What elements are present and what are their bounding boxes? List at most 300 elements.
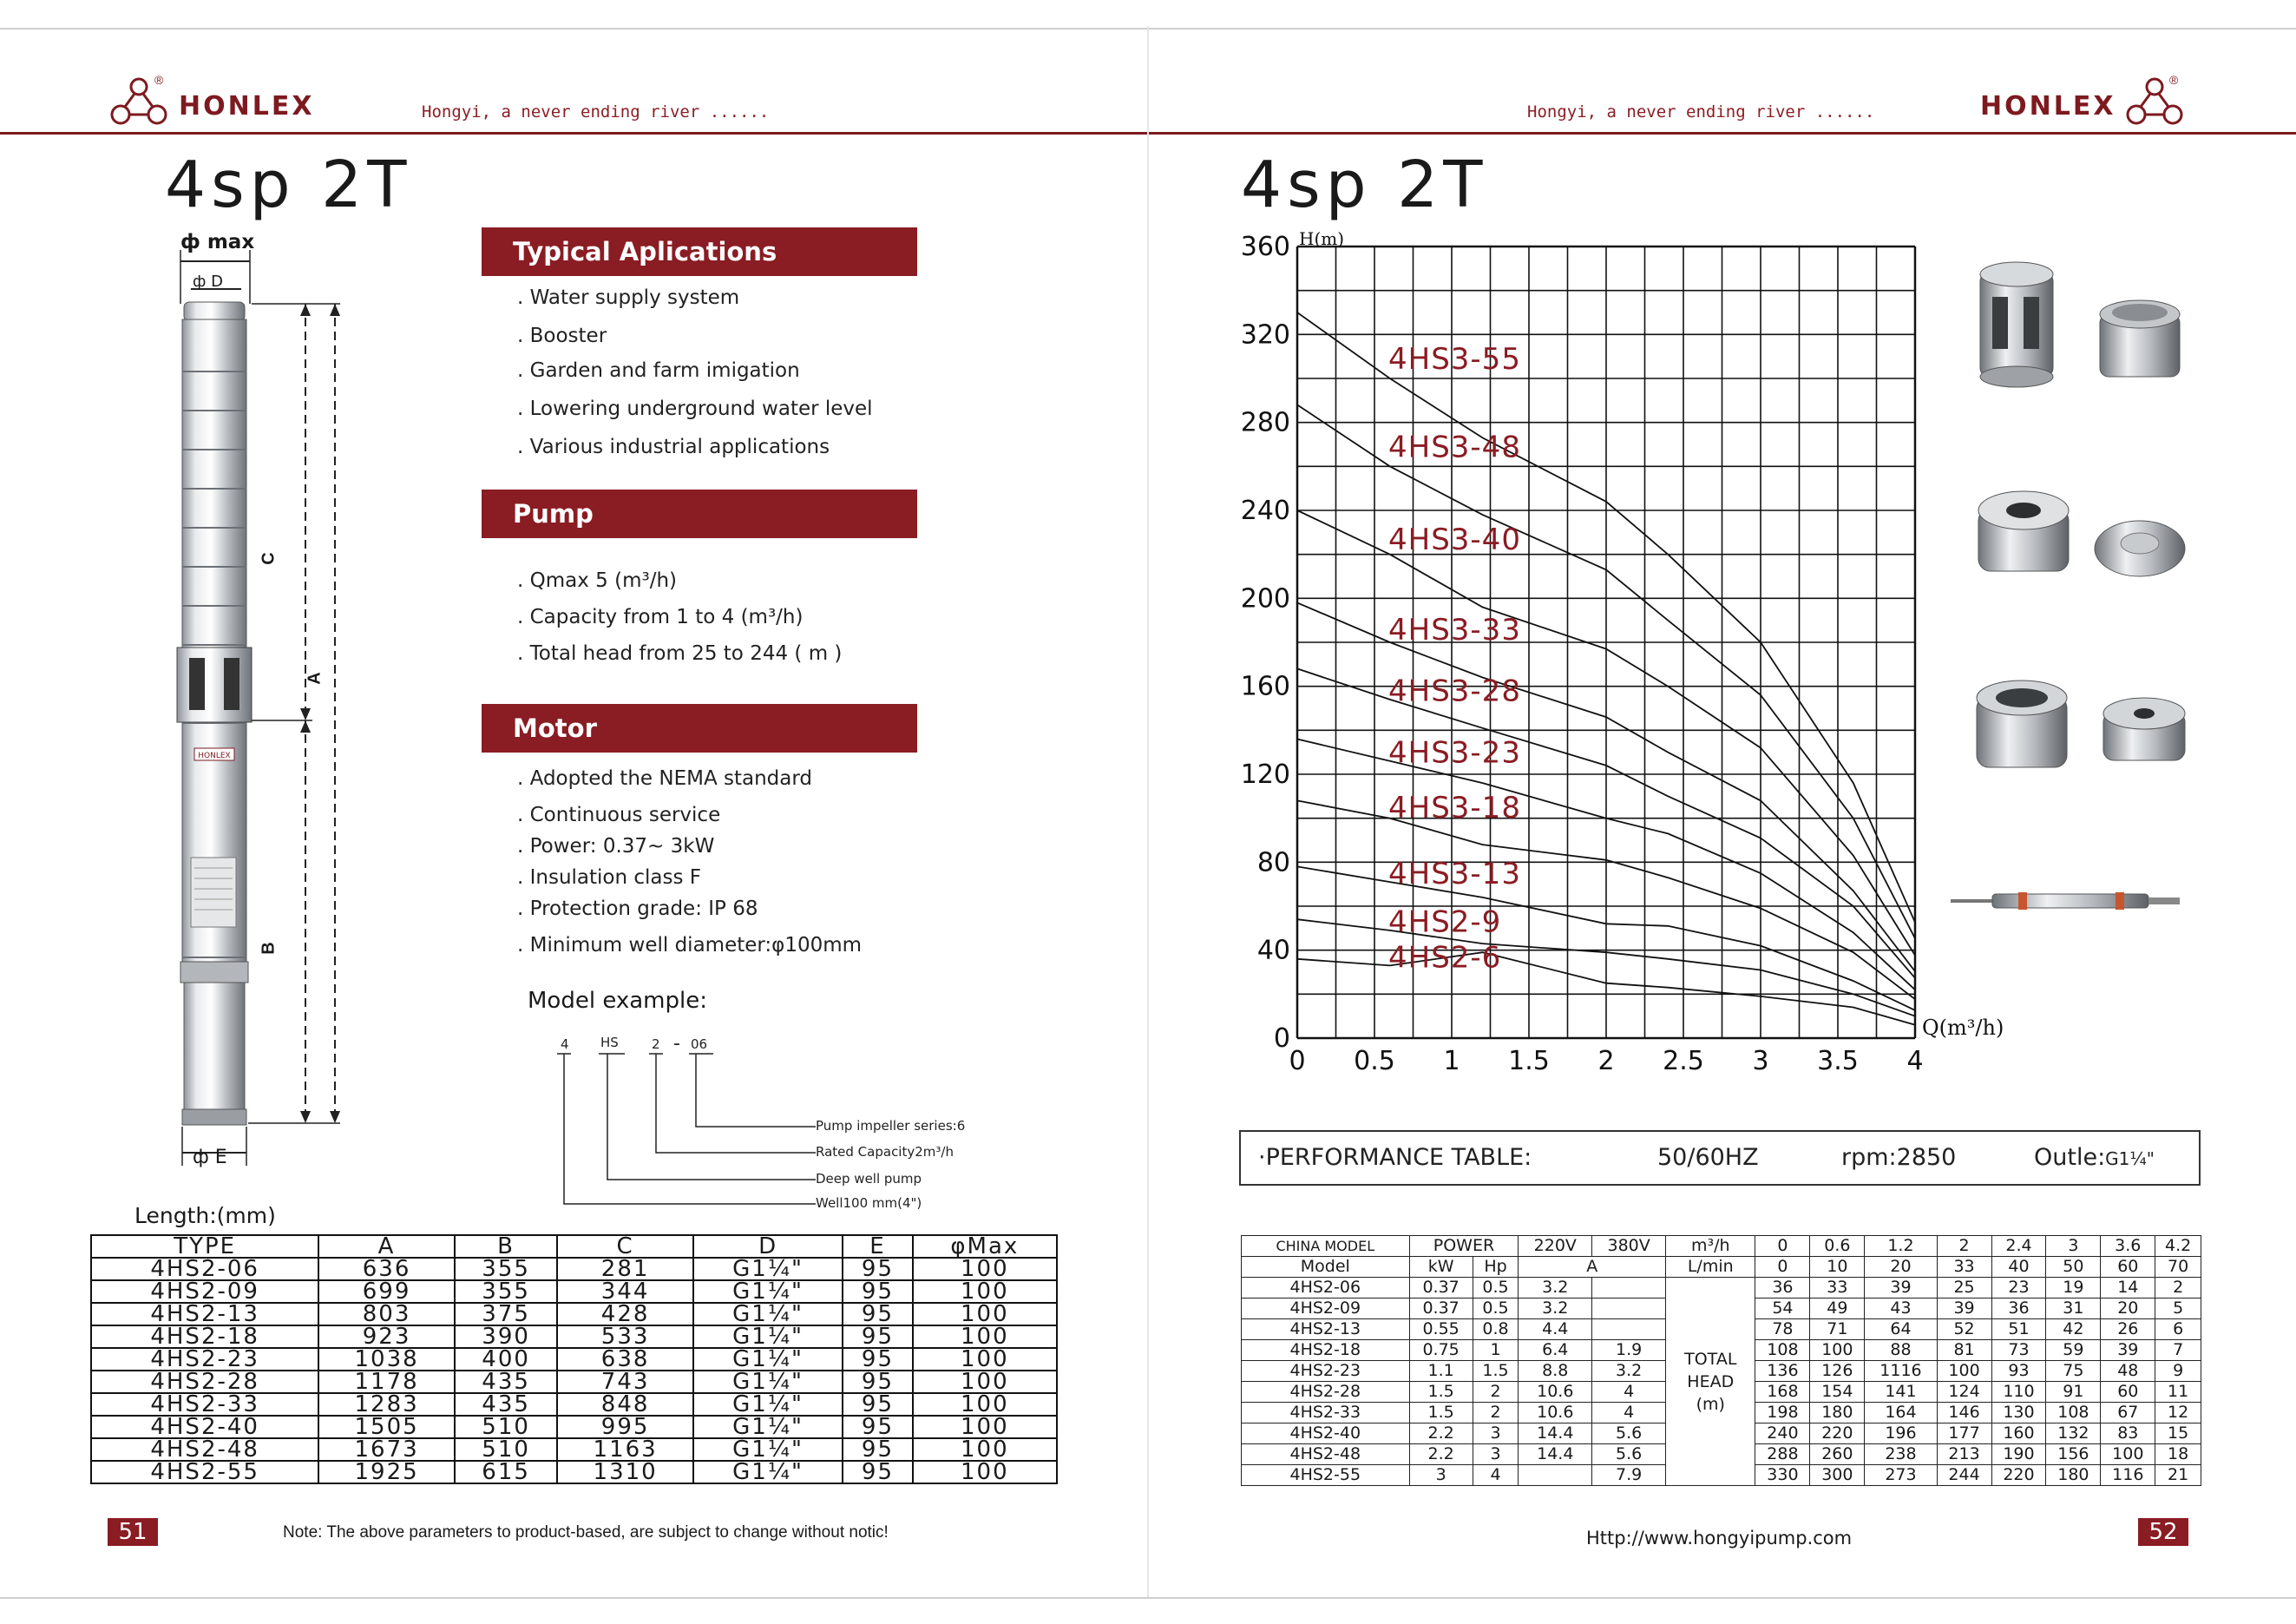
perf-head-m3h: m³/h — [1666, 1236, 1755, 1257]
dim-header-cell: C — [557, 1235, 693, 1258]
perf-head-value: 51 — [1991, 1319, 2046, 1340]
dim-cell: 355 — [455, 1280, 557, 1303]
perf-model: 4HS2-13 — [1242, 1319, 1410, 1340]
diffuser-image — [1978, 491, 2069, 571]
perf-head-value: 48 — [2101, 1361, 2155, 1382]
dimension-table — [90, 1234, 1058, 1484]
perf-model: 4HS2-28 — [1242, 1382, 1410, 1403]
perf-hp: 0.5 — [1473, 1278, 1519, 1299]
section-motor: Motor — [482, 704, 917, 753]
dim-header-cell: TYPE — [91, 1235, 318, 1258]
perf-head-380v: 380V — [1592, 1236, 1666, 1257]
dim-cell: 100 — [913, 1461, 1057, 1483]
perf-head-flow: 2.4 — [1991, 1236, 2046, 1257]
dim-cell: G1¼" — [693, 1393, 843, 1416]
perf-head-value: 190 — [1991, 1444, 2046, 1465]
dim-cell: 615 — [455, 1461, 557, 1483]
app-item: . Booster — [517, 325, 607, 347]
dim-a-label: A — [305, 672, 325, 685]
perf-head-value: 196 — [1865, 1423, 1937, 1444]
perf-kw: 1.5 — [1409, 1382, 1473, 1403]
dim-cell: 95 — [843, 1280, 912, 1303]
dim-cell: 390 — [455, 1325, 557, 1348]
tagline-right: Hongyi, a never ending river ...... — [1527, 102, 1875, 122]
model-code-2: 2 — [652, 1036, 660, 1052]
page-title-left: 4sp 2T — [165, 148, 412, 222]
perf-head-value: 300 — [1810, 1465, 1865, 1486]
perf-head-value: 59 — [2046, 1340, 2101, 1361]
perf-head-value: 220 — [1810, 1423, 1865, 1444]
perf-head-value: 100 — [2101, 1444, 2155, 1465]
perf-head-value: 198 — [1755, 1403, 1810, 1423]
dim-cell: 100 — [913, 1438, 1057, 1461]
perf-a380 — [1592, 1278, 1666, 1299]
perf-head-220v: 220V — [1519, 1236, 1592, 1257]
perf-head-value: 130 — [1991, 1403, 2046, 1423]
curve-label: 4HS3-48 — [1388, 430, 1521, 465]
perf-kw: 1.1 — [1409, 1361, 1473, 1382]
perf-head-value: 6 — [2155, 1319, 2201, 1340]
website-url: Http://www.hongyipump.com — [1586, 1528, 1853, 1548]
disclaimer-note: Note: The above parameters to product-based, are subject to change without notic! — [283, 1523, 889, 1542]
dim-cell: G1¼" — [693, 1280, 843, 1303]
dim-header-cell: φMax — [913, 1235, 1057, 1258]
perf-head-value: 180 — [1810, 1403, 1865, 1423]
perf-head-value: 60 — [2101, 1382, 2155, 1403]
perf-kw: 0.55 — [1409, 1319, 1473, 1340]
phi-e-label: ф E — [193, 1147, 227, 1168]
registered-mark-right: ® — [2169, 73, 2179, 87]
perf-head-value: 160 — [1991, 1423, 2046, 1444]
dim-cell: 95 — [843, 1258, 912, 1280]
dim-cell: 4HS2-28 — [91, 1371, 318, 1393]
dim-cell: 100 — [913, 1416, 1057, 1438]
perf-a380: 5.6 — [1592, 1444, 1666, 1465]
curve-label: 4HS3-28 — [1388, 674, 1521, 709]
perf-head-value: 136 — [1755, 1361, 1810, 1382]
perf-head-value: 100 — [1810, 1340, 1865, 1361]
dim-header-cell: B — [455, 1235, 557, 1258]
perf-head-value: 93 — [1991, 1361, 2046, 1382]
dim-cell: 1310 — [557, 1461, 693, 1483]
dim-c-label: C — [259, 552, 279, 565]
perf-head-value: 146 — [1937, 1403, 1991, 1423]
coupling-image — [2103, 698, 2185, 760]
dim-cell: G1¼" — [693, 1461, 843, 1483]
y-tick-label: 280 — [1240, 407, 1290, 438]
app-item: . Water supply system — [517, 286, 740, 309]
perf-head-value: 154 — [1810, 1382, 1865, 1403]
perf-head-value: 244 — [1937, 1465, 1991, 1486]
perf-kw: 2.2 — [1409, 1444, 1473, 1465]
perf-a220: 8.8 — [1519, 1361, 1592, 1382]
perf-model: 4HS2-09 — [1242, 1299, 1410, 1319]
total-head-line: TOTAL — [1684, 1349, 1737, 1369]
svg-text:HONLEX: HONLEX — [198, 752, 231, 760]
dim-cell: 803 — [318, 1303, 455, 1325]
tagline: Hongyi, a never ending river ...... — [422, 102, 770, 122]
x-tick-label: 2.5 — [1663, 1046, 1704, 1076]
perf-head-value: 240 — [1755, 1423, 1810, 1444]
perf-head-value: 78 — [1755, 1319, 1810, 1340]
model-example-title: Model example: — [528, 988, 707, 1014]
dim-cell: G1¼" — [693, 1348, 843, 1371]
y-tick-label: 360 — [1240, 232, 1290, 262]
perf-banner-frequency: 50/60HZ — [1657, 1144, 1759, 1171]
dim-cell: 400 — [455, 1348, 557, 1371]
table-row — [91, 1393, 1057, 1416]
x-tick-label: 3.5 — [1817, 1046, 1859, 1076]
total-head-label — [1666, 1278, 1755, 1486]
dim-cell: G1¼" — [693, 1325, 843, 1348]
pump-item: . Capacity from 1 to 4 (m³/h) — [517, 606, 804, 628]
phi-d-label: ф D — [193, 273, 223, 291]
dim-cell: 95 — [843, 1393, 912, 1416]
perf-model: 4HS2-18 — [1242, 1340, 1410, 1361]
motor-item: . Power: 0.37~ 3kW — [517, 835, 715, 858]
perf-head-value: 1116 — [1865, 1361, 1937, 1382]
dim-header-cell: A — [318, 1235, 455, 1258]
dim-cell: 435 — [455, 1393, 557, 1416]
dim-cell: 1925 — [318, 1461, 455, 1483]
y-tick-label: 120 — [1240, 759, 1290, 790]
perf-head-value: 2 — [2155, 1278, 2201, 1299]
perf-head-value: 52 — [1937, 1319, 1991, 1340]
perf-a220: 10.6 — [1519, 1403, 1592, 1423]
dim-cell: 95 — [843, 1438, 912, 1461]
dim-cell: 638 — [557, 1348, 693, 1371]
dim-cell: 995 — [557, 1416, 693, 1438]
perf-head-value: 71 — [1810, 1319, 1865, 1340]
legend-capacity: Rated Capacity2m³/h — [816, 1144, 954, 1160]
perf-a380: 4 — [1592, 1382, 1666, 1403]
dim-cell: 743 — [557, 1371, 693, 1393]
page-gutter — [1147, 26, 1149, 1597]
perf-head-value: 73 — [1991, 1340, 2046, 1361]
motor-item: . Insulation class F — [517, 866, 702, 889]
perf-head-lmin-value: 70 — [2155, 1257, 2201, 1278]
dim-cell: 95 — [843, 1303, 912, 1325]
perf-hp: 3 — [1473, 1423, 1519, 1444]
perf-hp: 1 — [1473, 1340, 1519, 1361]
perf-head-flow: 4.2 — [2155, 1236, 2201, 1257]
perf-head-value: 124 — [1937, 1382, 1991, 1403]
brand-name: HONLEX — [179, 91, 315, 122]
perf-head-value: 31 — [2046, 1299, 2101, 1319]
perf-a220: 3.2 — [1519, 1299, 1592, 1319]
perf-head-value: 330 — [1755, 1465, 1810, 1486]
perf-a380 — [1592, 1319, 1666, 1340]
dim-cell: 923 — [318, 1325, 455, 1348]
dim-cell: 4HS2-40 — [91, 1416, 318, 1438]
table-row — [91, 1461, 1057, 1483]
perf-head-flow: 3 — [2046, 1236, 2101, 1257]
pump-dimension-drawing — [139, 233, 364, 1179]
perf-kw: 2.2 — [1409, 1423, 1473, 1444]
perf-head-flow: 3.6 — [2101, 1236, 2155, 1257]
perf-head-amp: A — [1519, 1257, 1666, 1278]
dim-cell: 4HS2-09 — [91, 1280, 318, 1303]
perf-head-value: 180 — [2046, 1465, 2101, 1486]
dim-cell: 510 — [455, 1416, 557, 1438]
dim-cell: 533 — [557, 1325, 693, 1348]
model-example-leaders — [555, 1052, 816, 1208]
dim-cell: 4HS2-33 — [91, 1393, 318, 1416]
perf-head-value: 81 — [1937, 1340, 1991, 1361]
app-item: . Various industrial applications — [517, 436, 830, 458]
perf-head-value: 213 — [1937, 1444, 1991, 1465]
curve-label: 4HS2-6 — [1388, 940, 1502, 976]
perf-a220: 6.4 — [1519, 1340, 1592, 1361]
dim-cell: G1¼" — [693, 1258, 843, 1280]
legend-deep-well: Deep well pump — [816, 1171, 922, 1187]
model-code-dash: - — [673, 1033, 680, 1055]
performance-chart — [1232, 224, 2004, 1083]
perf-head-value: 43 — [1865, 1299, 1937, 1319]
perf-a220: 4.4 — [1519, 1319, 1592, 1340]
perf-head-lmin: L/min — [1666, 1257, 1755, 1278]
perf-head-value: 156 — [2046, 1444, 2101, 1465]
dim-cell: 848 — [557, 1393, 693, 1416]
perf-head-value: 64 — [1865, 1319, 1937, 1340]
motor-item: . Protection grade: IP 68 — [517, 897, 758, 920]
perf-head-lmin-value: 20 — [1865, 1257, 1937, 1278]
perf-header-row-1 — [1242, 1236, 2201, 1257]
perf-head-flow: 1.2 — [1865, 1236, 1937, 1257]
perf-head-value: 126 — [1810, 1361, 1865, 1382]
perf-head-value: 42 — [2046, 1319, 2101, 1340]
perf-head-value: 39 — [1865, 1278, 1937, 1299]
perf-header-row-2 — [1242, 1257, 2201, 1278]
perf-model: 4HS2-33 — [1242, 1403, 1410, 1423]
dim-header-cell: D — [693, 1235, 843, 1258]
dim-cell: 1283 — [318, 1393, 455, 1416]
perf-head-value: 260 — [1810, 1444, 1865, 1465]
dim-cell: 1673 — [318, 1438, 455, 1461]
perf-head-value: 220 — [1991, 1465, 2046, 1486]
x-tick-label: 3 — [1752, 1046, 1769, 1076]
model-code-hs: HS — [600, 1035, 619, 1050]
perf-head-lmin-value: 0 — [1755, 1257, 1810, 1278]
section-pump: Pump — [482, 490, 917, 538]
shaft-image — [1951, 892, 2180, 910]
page-number-right: 52 — [2138, 1518, 2188, 1546]
model-code-06: 06 — [691, 1036, 708, 1052]
pump-item: . Total head from 25 to 244 ( m ) — [517, 642, 843, 665]
y-tick-label: 40 — [1256, 935, 1290, 966]
table-row — [91, 1416, 1057, 1438]
perf-hp: 2 — [1473, 1382, 1519, 1403]
dim-cell: 375 — [455, 1303, 557, 1325]
perf-head-value: 108 — [2046, 1403, 2101, 1423]
perf-head-value: 14 — [2101, 1278, 2155, 1299]
dim-cell: 95 — [843, 1325, 912, 1348]
perf-head-value: 33 — [1810, 1278, 1865, 1299]
dim-cell: 4HS2-23 — [91, 1348, 318, 1371]
strainer-image — [2100, 300, 2180, 377]
table-row — [91, 1348, 1057, 1371]
app-item: . Garden and farm imigation — [517, 359, 800, 382]
perf-head-value: 273 — [1865, 1465, 1937, 1486]
perf-kw: 3 — [1409, 1465, 1473, 1486]
phi-max-label: ф max — [180, 231, 255, 253]
perf-head-value: 108 — [1755, 1340, 1810, 1361]
perf-a220 — [1519, 1465, 1592, 1486]
motor-item: . Adopted the NEMA standard — [517, 767, 813, 790]
table-row — [91, 1303, 1057, 1325]
perf-head-hp: Hp — [1473, 1257, 1519, 1278]
legend-well: Well100 mm(4") — [816, 1195, 922, 1211]
dim-cell: 100 — [913, 1280, 1057, 1303]
perf-banner-label: ·PERFORMANCE TABLE: — [1258, 1144, 1532, 1171]
dim-header-cell: E — [843, 1235, 912, 1258]
perf-head-value: 21 — [2155, 1465, 2201, 1486]
perf-head-value: 177 — [1937, 1423, 1991, 1444]
perf-head-value: 238 — [1865, 1444, 1937, 1465]
perf-a220: 14.4 — [1519, 1423, 1592, 1444]
perf-head-value: 141 — [1865, 1382, 1937, 1403]
dim-cell: 281 — [557, 1258, 693, 1280]
x-tick-label: 0.5 — [1354, 1046, 1395, 1076]
dim-cell: 95 — [843, 1371, 912, 1393]
table-row — [91, 1258, 1057, 1280]
header-rule-right — [1149, 132, 2296, 135]
perf-head-flow: 0 — [1755, 1236, 1810, 1257]
x-tick-label: 4 — [1906, 1046, 1924, 1076]
perf-head-value: 100 — [1937, 1361, 1991, 1382]
section-typical-applications: Typical Aplications — [482, 227, 917, 276]
page-number-left: 51 — [108, 1518, 158, 1546]
pump-item: . Qmax 5 (m³/h) — [517, 569, 677, 592]
perf-head-value: 168 — [1755, 1382, 1810, 1403]
perf-head-value: 75 — [2046, 1361, 2101, 1382]
perf-head-value: 26 — [2101, 1319, 2155, 1340]
perf-a220: 10.6 — [1519, 1382, 1592, 1403]
perf-head-value: 23 — [1991, 1278, 2046, 1299]
perf-hp: 2 — [1473, 1403, 1519, 1423]
perf-head-lmin-value: 60 — [2101, 1257, 2155, 1278]
perf-head-value: 88 — [1865, 1340, 1937, 1361]
perf-hp: 0.5 — [1473, 1299, 1519, 1319]
dim-cell: 4HS2-06 — [91, 1258, 318, 1280]
x-axis-label: Q(m³/h) — [1922, 1016, 2004, 1040]
perf-a220: 14.4 — [1519, 1444, 1592, 1465]
impeller-image — [2095, 521, 2185, 576]
perf-head-value: 19 — [2046, 1278, 2101, 1299]
perf-model: 4HS2-06 — [1242, 1278, 1410, 1299]
perf-head-value: 15 — [2155, 1423, 2201, 1444]
total-head-line: (m) — [1696, 1394, 1725, 1414]
perf-model: 4HS2-23 — [1242, 1361, 1410, 1382]
dim-cell: 355 — [455, 1258, 557, 1280]
perf-head-value: 132 — [2046, 1423, 2101, 1444]
table-row — [1242, 1278, 2201, 1299]
perf-head-flow: 2 — [1937, 1236, 1991, 1257]
perf-kw: 0.37 — [1409, 1278, 1473, 1299]
table-row — [91, 1280, 1057, 1303]
curve-label: 4HS3-40 — [1388, 522, 1521, 557]
y-tick-label: 80 — [1256, 847, 1290, 878]
perf-banner-rpm: rpm:2850 — [1841, 1144, 1957, 1171]
y-axis-label: H(m) — [1299, 228, 1345, 249]
dim-cell: 636 — [318, 1258, 455, 1280]
perf-head-power: POWER — [1409, 1236, 1519, 1257]
dim-cell: 4HS2-18 — [91, 1325, 318, 1348]
perf-head-value: 116 — [2101, 1465, 2155, 1486]
dim-cell: 95 — [843, 1461, 912, 1483]
perf-head-value: 9 — [2155, 1361, 2201, 1382]
header-rule — [0, 132, 1147, 135]
curve-label: 4HS3-55 — [1388, 342, 1521, 378]
perf-model: 4HS2-48 — [1242, 1444, 1410, 1465]
performance-table-banner — [1239, 1130, 2201, 1186]
perf-head-value: 11 — [2155, 1382, 2201, 1403]
dim-cell: 510 — [455, 1438, 557, 1461]
dim-cell: 435 — [455, 1371, 557, 1393]
y-tick-label: 200 — [1240, 583, 1290, 615]
perf-head-value: 12 — [2155, 1403, 2201, 1423]
perf-hp: 1.5 — [1473, 1361, 1519, 1382]
suction-cage-image — [1980, 262, 2053, 387]
perf-head-lmin-value: 50 — [2046, 1257, 2101, 1278]
dim-cell: 100 — [913, 1393, 1057, 1416]
dim-cell: 100 — [913, 1258, 1057, 1280]
y-tick-label: 0 — [1273, 1023, 1290, 1054]
dim-cell: 344 — [557, 1280, 693, 1303]
page-title-right: 4sp 2T — [1241, 148, 1488, 222]
x-tick-label: 2 — [1597, 1046, 1615, 1076]
perf-head-flow: 0.6 — [1810, 1236, 1865, 1257]
dim-cell: 1178 — [318, 1371, 455, 1393]
model-code-4: 4 — [561, 1036, 569, 1052]
perf-head-value: 91 — [2046, 1382, 2101, 1403]
perf-head-value: 49 — [1810, 1299, 1865, 1319]
perf-head-value: 5 — [2155, 1299, 2201, 1319]
perf-head-value: 164 — [1865, 1403, 1937, 1423]
part-images — [1935, 252, 2204, 946]
table-row — [91, 1325, 1057, 1348]
curve-label: 4HS3-23 — [1388, 735, 1521, 771]
curve-label: 4HS2-9 — [1388, 904, 1502, 940]
perf-head-lmin-value: 10 — [1810, 1257, 1865, 1278]
motor-item: . Minimum well diameter:φ100mm — [517, 934, 863, 957]
dim-cell: 100 — [913, 1348, 1057, 1371]
perf-hp: 0.8 — [1473, 1319, 1519, 1340]
perf-head-lmin-value: 40 — [1991, 1257, 2046, 1278]
perf-head-value: 25 — [1937, 1278, 1991, 1299]
dim-cell: 100 — [913, 1303, 1057, 1325]
perf-head-lmin-value: 33 — [1937, 1257, 1991, 1278]
dim-cell: 4HS2-48 — [91, 1438, 318, 1461]
dim-cell: 100 — [913, 1325, 1057, 1348]
dim-cell: 1163 — [557, 1438, 693, 1461]
perf-head-value: 83 — [2101, 1423, 2155, 1444]
dim-cell: G1¼" — [693, 1438, 843, 1461]
perf-head-value: 39 — [1937, 1299, 1991, 1319]
y-tick-label: 320 — [1240, 319, 1290, 351]
perf-a380: 3.2 — [1592, 1361, 1666, 1382]
dim-cell: 100 — [913, 1371, 1057, 1393]
table-row — [91, 1371, 1057, 1393]
perf-head-value: 36 — [1991, 1299, 2046, 1319]
dim-cell: 1038 — [318, 1348, 455, 1371]
perf-head-value: 54 — [1755, 1299, 1810, 1319]
perf-head-value: 39 — [2101, 1340, 2155, 1361]
dim-cell: 1505 — [318, 1416, 455, 1438]
curve-label: 4HS3-33 — [1388, 612, 1521, 648]
perf-head-value: 288 — [1755, 1444, 1810, 1465]
perf-head-china-model: CHINA MODEL — [1242, 1236, 1410, 1257]
